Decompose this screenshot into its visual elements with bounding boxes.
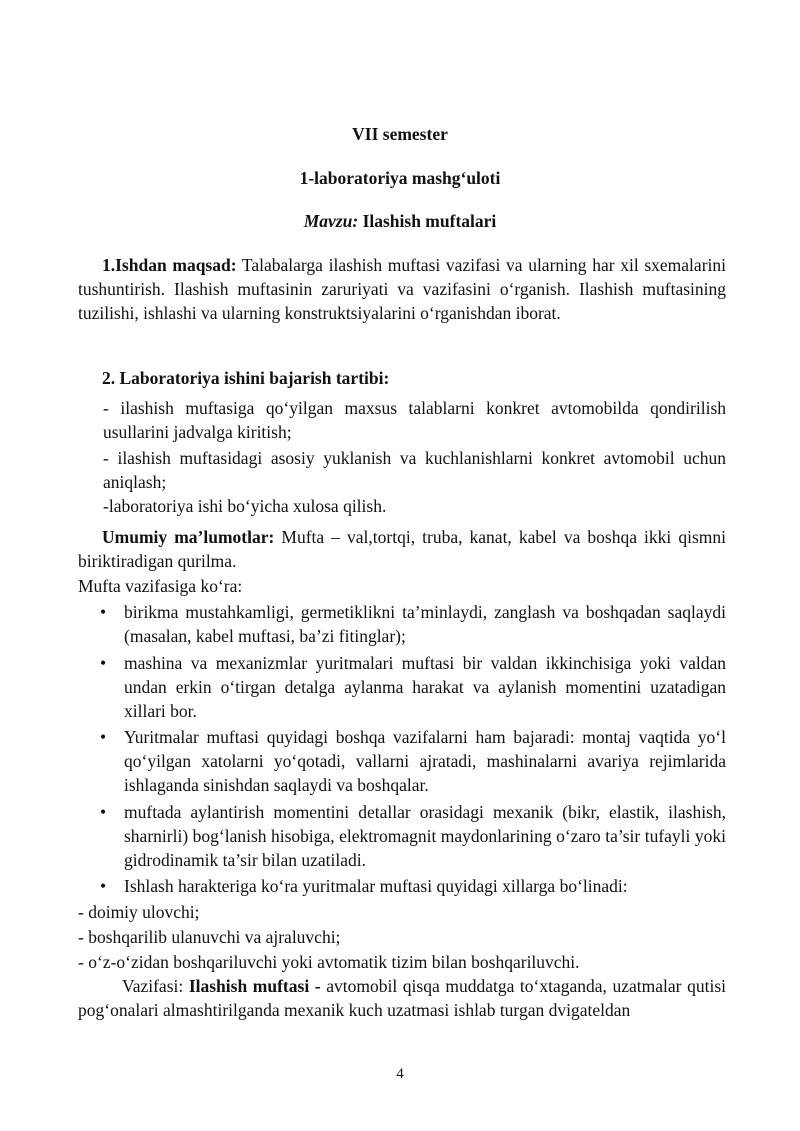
bullet-icon: • — [100, 802, 107, 822]
type-line: - o‘z-o‘zidan boshqariluvchi yoki avtomatik tizim bilan boshqariluvchi. — [78, 952, 580, 972]
general-info-paragraph — [78, 525, 726, 573]
page-number: 4 — [396, 1066, 404, 1082]
lab-title: 1-laboratoriya mashg‘uloti — [299, 168, 501, 188]
procedure-number: 2 — [102, 368, 111, 388]
topic-label: Mavzu: — [303, 211, 359, 231]
list-item — [100, 874, 726, 898]
list-item-text: birikma mustahkamligi, germetiklikni ta’minlaydi, zanglash va boshqadan saqlaydi (masalan, kabel muftasi, ba’zi fitinglar); — [124, 602, 726, 646]
goal-paragraph — [78, 253, 726, 325]
general-info-text: Mufta – val,tortqi, truba, kanat, kabel va boshqa ikki qismni biriktiradigan qurilma. — [78, 527, 726, 571]
goal-label: 1.Ishdan maqsad: — [102, 255, 237, 275]
list-item — [100, 800, 726, 872]
type-line: - boshqarilib ulanuvchi va ajraluvchi; — [78, 927, 341, 947]
semester-heading: VII semester — [352, 124, 448, 144]
list-item-text: muftada aylantirish momentini detallar orasidagi mexanik (bikr, elastik, ilashish, sharnirli) bog‘lanish hisobiga, elektromagnit maydonlarining o‘zaro ta’sir tufayli yoki gidrodinamik ta’sir bilan uzatiladi. — [124, 802, 726, 870]
general-info-label: Umumiy ma’lumotlar: — [102, 527, 275, 547]
list-item — [100, 725, 726, 797]
procedure-heading — [78, 366, 726, 390]
procedure-item: -laboratoriya ishi bo‘yicha xulosa qilish. — [103, 496, 387, 516]
purpose-text: avtomobil qisqa muddatga to‘xtaganda, uzatmalar qutisi pog‘onalari almashtirilganda mexanik kuch uzatmasi ishlab turgan dvigateldan — [78, 976, 726, 1020]
bullet-icon: • — [100, 653, 107, 673]
bullet-icon: • — [100, 602, 107, 622]
purpose-prefix: Vazifasi: — [122, 976, 189, 996]
bullet-icon: • — [100, 727, 107, 747]
procedure-item: - ilashish muftasidagi asosiy yuklanish va kuchlanishlarni konkret avtomobil uchun aniqlash; — [103, 448, 726, 492]
procedure-item: - ilashish muftasiga qo‘yilgan maxsus talablarni konkret avtomobilda qondirilish usullarini jadvalga kiritish; — [103, 398, 726, 442]
goal-text: Talabalarga ilashish muftasi vazifasi va ularning har xil sxemalarini tushuntirish. Ilashish muftasinin zaruriyati va vazifasini o‘rganish. Ilashish muftasining tuzilishi, ishlashi va ularning konstruktsiyalarini o‘rganishdan iborat. — [78, 255, 726, 323]
list-item-text: Yuritmalar muftasi quyidagi boshqa vazifalarni ham bajaradi: montaj vaqtida yo‘l qo‘yilgan xatolarni yo‘qotadi, vallarni ajratadi, mashinalarni avariya rejimlarida ishlaganda sinishdan saqlaydi va boshqalar. — [124, 727, 726, 795]
list-item — [100, 600, 726, 648]
list-item-text: Ishlash harakteriga ko‘ra yuritmalar muftasi quyidagi xillarga bo‘linadi: — [124, 876, 628, 896]
purpose-paragraph — [78, 974, 726, 1022]
list-item — [100, 651, 726, 723]
by-purpose-line: Mufta vazifasiga ko‘ra: — [78, 576, 243, 596]
bullet-icon: • — [100, 876, 107, 896]
procedure-label: . Laboratoriya ishini bajarish tartibi: — [110, 368, 390, 388]
purpose-bold: Ilashish muftasi - — [188, 976, 321, 996]
list-item-text: mashina va mexanizmlar yuritmalari muftasi bir valdan ikkinchisiga yoki valdan undan erkin o‘tirgan detalga aylanma harakat va aylanish momentini uzatadigan xillari bor. — [124, 653, 726, 721]
type-line: - doimiy ulovchi; — [78, 902, 200, 922]
topic-heading — [0, 209, 800, 233]
topic-text: Ilashish muftalari — [358, 211, 497, 231]
